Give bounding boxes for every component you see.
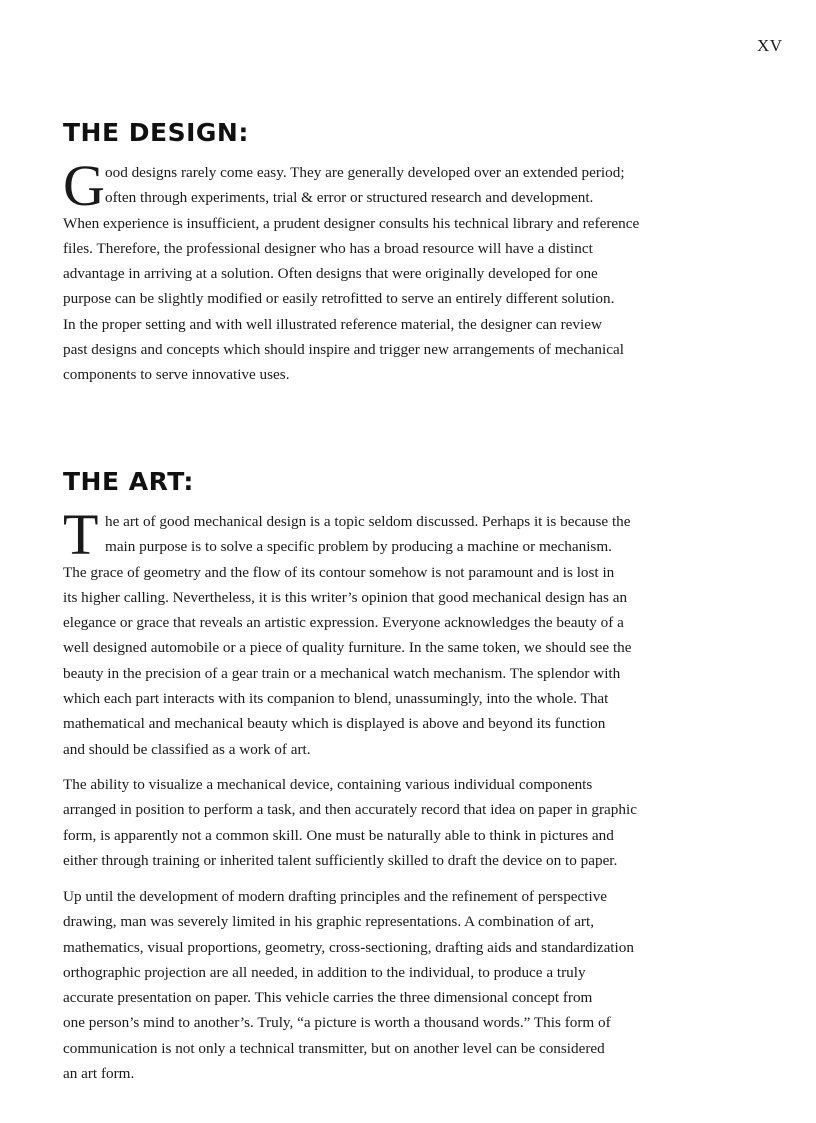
text-line: its higher calling. Nevertheless, it is this writer’s opinion that good mechanical design has an bbox=[63, 588, 628, 606]
art-paragraph-2 bbox=[63, 772, 763, 873]
text-line: elegance or grace that reveals an artistic expression. Everyone acknowledges the beauty of a bbox=[63, 614, 624, 632]
text-line: either through training or inherited talent sufficiently skilled to draft the device on to paper. bbox=[63, 851, 618, 869]
text-line: files. Therefore, the professional designer who has a broad resource will have a distinct bbox=[63, 239, 593, 257]
text-line: an art form. bbox=[63, 1065, 135, 1083]
text-line: purpose can be slightly modified or easily retrofitted to serve an entirely different solution. bbox=[63, 290, 615, 308]
text-line: form, is apparently not a common skill. One must be naturally able to think in pictures and bbox=[63, 826, 614, 844]
text-line: mathematical and mechanical beauty which is displayed is above and beyond its function bbox=[63, 715, 606, 733]
text-line: well designed automobile or a piece of quality furniture. In the same token, we should see the bbox=[63, 639, 632, 657]
text-line: The ability to visualize a mechanical device, containing various individual components bbox=[63, 776, 593, 793]
text-line: beauty in the precision of a gear train or a mechanical watch mechanism. The splendor with bbox=[63, 664, 621, 682]
design-paragraph-1 bbox=[63, 153, 763, 388]
text-line: Up until the development of modern drafting principles and the refinement of perspective bbox=[63, 888, 608, 905]
text-line: orthographic projection are all needed, in addition to the individual, to produce a truly bbox=[63, 963, 586, 981]
text-line: mathematics, visual proportions, geometry, cross-sectioning, drafting aids and standardization bbox=[63, 938, 634, 956]
text-line: accurate presentation on paper. This vehicle carries the three dimensional concept from bbox=[63, 989, 593, 1007]
text-line: often through experiments, trial & error or structured research and development. bbox=[105, 189, 594, 207]
text-line: ood designs rarely come easy. They are generally developed over an extended period; bbox=[105, 164, 625, 181]
section-heading-art: THE ART: bbox=[63, 467, 194, 496]
drop-cap: G bbox=[63, 153, 105, 218]
text-line: main purpose is to solve a specific problem by producing a machine or mechanism. bbox=[105, 538, 612, 556]
text-line: arranged in position to perform a task, and then accurately record that idea on paper in graphic bbox=[63, 801, 637, 819]
text-line: and should be classified as a work of art. bbox=[63, 740, 311, 758]
art-paragraph-1 bbox=[63, 502, 763, 762]
page-number: XV bbox=[757, 36, 783, 55]
text-line: which each part interacts with its companion to blend, unassumingly, into the whole. That bbox=[63, 690, 609, 708]
text-line: When experience is insufficient, a prudent designer consults his technical library and reference bbox=[63, 214, 640, 232]
drop-cap: T bbox=[63, 502, 99, 567]
text-line: communication is not only a technical transmitter, but on another level can be considered bbox=[63, 1039, 605, 1057]
text-line: past designs and concepts which should inspire and trigger new arrangements of mechanical bbox=[63, 341, 624, 359]
art-paragraph-3 bbox=[63, 884, 763, 1086]
text-line: one person’s mind to another’s. Truly, “a picture is worth a thousand words.” This form of bbox=[63, 1014, 611, 1032]
text-line: The grace of geometry and the flow of its contour somehow is not paramount and is lost in bbox=[63, 563, 615, 581]
text-line: he art of good mechanical design is a topic seldom discussed. Perhaps it is because the bbox=[105, 513, 631, 530]
text-line: components to serve innovative uses. bbox=[63, 366, 290, 384]
section-heading-design: THE DESIGN: bbox=[63, 118, 249, 147]
text-line: advantage in arriving at a solution. Often designs that were originally developed for one bbox=[63, 265, 598, 283]
text-line: drawing, man was severely limited in his graphic representations. A combination of art, bbox=[63, 913, 595, 931]
text-line: In the proper setting and with well illustrated reference material, the designer can review bbox=[63, 315, 602, 333]
